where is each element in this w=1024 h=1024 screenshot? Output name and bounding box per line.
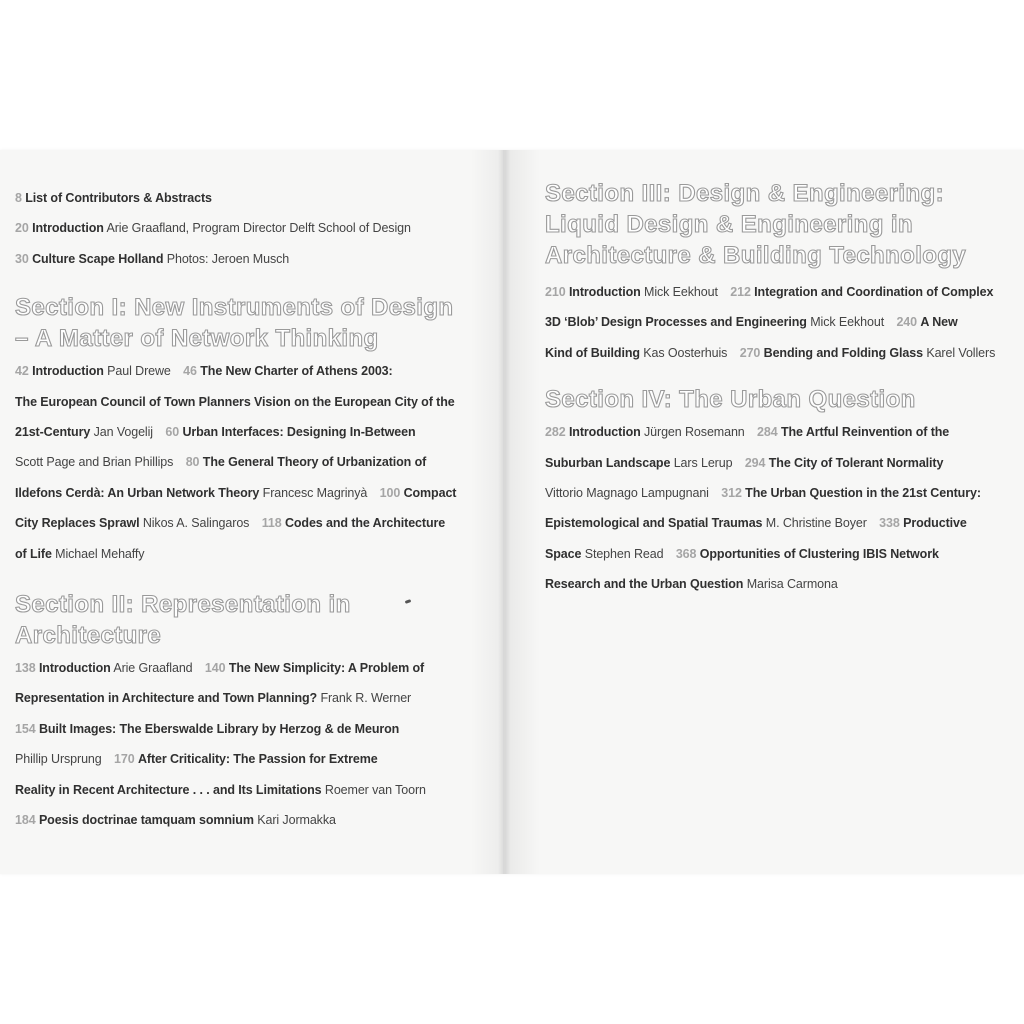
entry-title: Poesis doctrinae tamquam somnium	[38, 813, 254, 828]
entry-title: The Urban Question in the 21st Century:	[745, 486, 981, 501]
section-heading-line: Architecture & Building Technology	[545, 242, 967, 269]
page-number: 270	[739, 345, 761, 360]
entry-author: Kari Jormakka	[257, 813, 336, 828]
right-page	[505, 150, 1024, 874]
toc-entry-20	[15, 213, 505, 243]
entry-title: List of Contributors & Abstracts	[25, 191, 212, 205]
entry-author: Arie Graafland, Program Director Delft School of Design	[106, 221, 411, 236]
entry-author: Roemer van Toorn	[324, 782, 426, 797]
entry-title: of Life	[15, 546, 52, 561]
entry-title: The New Charter of Athens 2003:	[200, 364, 393, 379]
entry-title: 21st-Century	[15, 425, 91, 440]
entry-title: After Criticality: The Passion for Extreme	[137, 752, 378, 767]
section-heading-line: – A Matter of Network Thinking	[15, 325, 379, 353]
page-number: 338	[879, 516, 900, 531]
entry-title: Introduction	[38, 661, 111, 676]
page-number: 100	[379, 485, 401, 500]
page-number: 312	[721, 486, 742, 501]
toc-line	[545, 539, 1024, 569]
entry-title: Codes and the Architecture	[284, 516, 446, 531]
toc-line	[15, 447, 505, 477]
page-number: 30	[15, 251, 29, 266]
page-number: 368	[675, 546, 697, 561]
page-number: 210	[545, 285, 566, 299]
entry-title: Opportunities of Clustering IBIS Network	[699, 546, 939, 561]
entry-title: Introduction	[568, 285, 641, 299]
entry-title: A New	[920, 315, 958, 330]
entry-title: The European Council of Town Planners Vision on the European City of the	[15, 394, 455, 409]
section-heading-line: Section II: Representation in	[15, 591, 351, 619]
entry-title: Space	[545, 546, 582, 561]
entry-author: Karel Vollers	[926, 345, 996, 360]
entry-title: Reality in Recent Architecture . . . and Its Limitations	[15, 782, 322, 797]
entry-author: Francesc Magrinyà	[262, 485, 368, 500]
entry-title: 3D ‘Blob’ Design Processes and Engineering	[545, 315, 807, 330]
page-number: 8	[15, 191, 22, 205]
section-heading-line: Section I: New Instruments of Design	[15, 294, 454, 322]
toc-line	[545, 478, 1024, 508]
entry-title: Built Images: The Eberswalde Library by Herzog & de Meuron	[38, 721, 400, 736]
entry-title: Introduction	[32, 221, 104, 236]
entry-title: City Replaces Sprawl	[15, 516, 140, 531]
entry-title: Research and the Urban Question	[545, 577, 744, 592]
entry-author: Marisa Carmona	[746, 577, 838, 592]
entry-title: Integration and Coordination of Complex	[754, 285, 994, 299]
toc-line	[545, 569, 1024, 599]
page-number: 294	[744, 455, 766, 470]
entry-title: The General Theory of Urbanization of	[202, 455, 427, 470]
section-heading-line: Architecture	[15, 622, 162, 650]
entry-author: Stephen Read	[584, 546, 664, 561]
page-number: 80	[185, 455, 200, 470]
toc-line	[15, 508, 505, 538]
page-number: 118	[261, 516, 282, 531]
entry-title: The Artful Reinvention of the	[780, 425, 950, 440]
entry-title: Bending and Folding Glass	[763, 345, 923, 360]
entry-title: The City of Tolerant Normality	[768, 455, 944, 470]
page-number: 240	[896, 315, 918, 330]
toc-line	[15, 775, 505, 805]
entry-title: The New Simplicity: A Problem of	[228, 661, 425, 676]
toc-line	[545, 508, 1024, 538]
page-number: 140	[204, 661, 226, 676]
entry-author: Michael Mehaffy	[55, 546, 145, 561]
page-number: 282	[545, 425, 566, 440]
entry-author: M. Christine Boyer	[765, 516, 867, 531]
toc-entry-8	[15, 183, 505, 213]
entry-author: Phillip Ursprung	[15, 752, 102, 767]
toc-line	[15, 744, 505, 774]
section-heading-line: Section III: Design & Engineering:	[545, 180, 944, 207]
page-number: 212	[730, 285, 751, 299]
entry-author: Jürgen Rosemann	[644, 425, 745, 440]
toc-line	[545, 448, 1024, 478]
section-heading-line: Section IV: The Urban Question	[545, 386, 916, 414]
page-number: 60	[165, 425, 180, 440]
toc-line	[15, 539, 505, 569]
entry-title: Introduction	[568, 425, 641, 440]
entry-author: Kas Oosterhuis	[643, 345, 728, 360]
toc-line	[545, 338, 1024, 368]
toc-line	[545, 417, 1024, 447]
toc-line	[15, 478, 505, 508]
entry-author: Mick Eekhout	[810, 315, 885, 330]
entry-title: Representation in Architecture and Town Planning?	[15, 691, 318, 706]
entry-title: Epistemological and Spatial Traumas	[545, 516, 763, 531]
entry-title: Ildefons Cerdà: An Urban Network Theory	[15, 485, 260, 500]
entry-author: Mick Eekhout	[644, 285, 718, 299]
section-2-heading	[15, 589, 505, 651]
section-4-heading	[545, 384, 1024, 415]
entry-author: Lars Lerup	[673, 455, 733, 470]
entry-title: Culture Scape Holland	[32, 251, 164, 266]
entry-title: Introduction	[32, 364, 104, 379]
entry-author: Photos: Jeroen Musch	[166, 251, 290, 266]
section-1-heading	[15, 292, 505, 354]
left-page	[0, 150, 505, 874]
toc-line	[15, 683, 505, 713]
entry-title: Urban Interfaces: Designing In-Between	[182, 425, 416, 440]
entry-title: Productive	[903, 516, 967, 531]
entry-title: Suburban Landscape	[545, 455, 671, 470]
book-spread	[0, 150, 1024, 874]
entry-author: Arie Graafland	[113, 661, 193, 676]
section-heading-line: Liquid Design & Engineering in	[545, 211, 914, 238]
toc-entry-30	[15, 244, 505, 274]
toc-line	[15, 805, 505, 835]
section-3-heading	[545, 178, 1024, 271]
entry-author: Frank R. Werner	[320, 691, 412, 706]
page-number: 42	[15, 364, 29, 379]
toc-line	[15, 653, 505, 683]
page-number: 284	[757, 425, 778, 440]
page-number: 46	[183, 364, 197, 379]
toc-line	[15, 356, 505, 386]
entry-author: Paul Drewe	[107, 364, 171, 379]
entry-author: Nikos A. Salingaros	[142, 516, 250, 531]
page-number: 170	[114, 752, 135, 767]
toc-line	[15, 387, 505, 417]
page-number: 138	[15, 661, 36, 676]
toc-line	[15, 417, 505, 447]
page-number: 184	[15, 813, 36, 828]
toc-line	[545, 307, 1024, 337]
toc-line	[15, 714, 505, 744]
page-number: 154	[15, 721, 36, 736]
entry-title: Compact	[403, 485, 457, 500]
page-number: 20	[15, 221, 29, 236]
toc-line	[545, 277, 1024, 307]
entry-author: Scott Page and Brian Phillips	[15, 455, 174, 470]
entry-author: Jan Vogelij	[93, 425, 153, 440]
entry-title: Kind of Building	[545, 345, 640, 360]
entry-author: Vittorio Magnago Lampugnani	[545, 486, 709, 501]
